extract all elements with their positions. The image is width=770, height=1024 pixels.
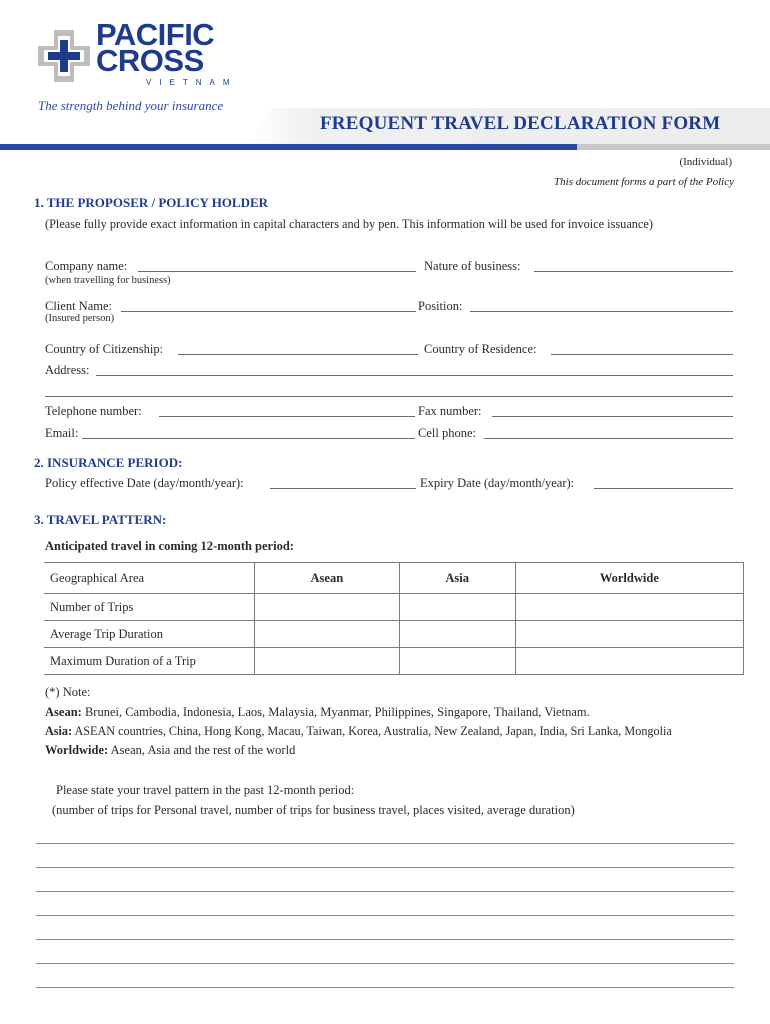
table-input-cell[interactable]: [515, 648, 743, 675]
expiry-date-label: Expiry Date (day/month/year):: [420, 476, 575, 490]
effective-date-label: Policy effective Date (day/month/year):: [45, 476, 244, 490]
table-input-cell[interactable]: [255, 621, 400, 648]
writing-line[interactable]: [36, 963, 734, 964]
country-residence-field[interactable]: [551, 354, 733, 355]
form-subtitle: (Individual): [679, 156, 732, 168]
table-header-cell: Asean: [255, 563, 400, 594]
nature-of-business-field[interactable]: [534, 271, 733, 272]
table-header-cell: Asia: [399, 563, 515, 594]
country-citizenship-label: Country of Citizenship:: [45, 342, 164, 356]
table-header-cell: Worldwide: [515, 563, 743, 594]
header-rule-grey: [577, 144, 770, 150]
fax-field[interactable]: [492, 416, 733, 417]
position-label: Position:: [418, 299, 463, 313]
asean-note-label: Asean:: [45, 705, 82, 719]
writing-line[interactable]: [36, 843, 734, 844]
country-citizenship-field[interactable]: [178, 354, 418, 355]
table-header-row: [44, 563, 744, 594]
note-label: (*) Note:: [45, 685, 91, 699]
header-rule-blue: [0, 144, 577, 150]
brand-name: [96, 17, 215, 78]
table-input-cell[interactable]: [255, 648, 400, 675]
cell-phone-field[interactable]: [484, 438, 733, 439]
client-name-field[interactable]: [121, 311, 416, 312]
asia-note-label: Asia:: [45, 724, 73, 738]
section-3-heading: 3. TRAVEL PATTERN:: [34, 512, 167, 527]
address-field-line-1[interactable]: [96, 375, 733, 376]
table-input-cell[interactable]: [515, 594, 743, 621]
section-2-heading: 2. INSURANCE PERIOD:: [34, 455, 183, 470]
table-header-cell: Geographical Area: [44, 563, 255, 594]
row-label: Average Trip Duration: [44, 621, 255, 648]
writing-line[interactable]: [36, 891, 734, 892]
table-input-cell[interactable]: [399, 648, 515, 675]
writing-line[interactable]: [36, 987, 734, 988]
writing-line[interactable]: [36, 939, 734, 940]
company-name-label: Company name:: [45, 259, 128, 273]
past-pattern-hint: (number of trips for Personal travel, number of trips for business travel, places visited, average duration): [52, 803, 575, 817]
section-1-instruction: (Please fully provide exact information in capital characters and by pen. This information will be used for invoice issuance): [45, 217, 653, 231]
table-row: [44, 594, 744, 621]
travel-pattern-table: [44, 562, 744, 675]
country-residence-label: Country of Residence:: [424, 342, 537, 356]
brand-line-1: PACIFIC: [96, 17, 215, 52]
table-input-cell[interactable]: [515, 621, 743, 648]
brand-line-2: CROSS: [96, 43, 204, 78]
asean-note: [45, 705, 590, 720]
table-row: [44, 648, 744, 675]
email-label: Email:: [45, 426, 79, 440]
worldwide-note-label: Worldwide:: [45, 743, 109, 757]
effective-date-field[interactable]: [270, 488, 416, 489]
tagline: The strength behind your insurance: [38, 98, 224, 113]
anticipated-travel-label: Anticipated travel in coming 12-month period:: [45, 539, 294, 553]
worldwide-note: [45, 743, 295, 758]
cell-phone-label: Cell phone:: [418, 426, 476, 440]
client-name-label: Client Name:: [45, 299, 112, 313]
company-name-hint: (when travelling for business): [45, 275, 171, 286]
company-logo: [34, 17, 238, 92]
asia-note-text: ASEAN countries, China, Hong Kong, Macau, Taiwan, Korea, Australia, New Zealand, Japan, India, Sri Lanka, Mongolia: [74, 724, 672, 738]
fax-label: Fax number:: [418, 404, 482, 418]
client-name-hint: (Insured person): [45, 313, 115, 324]
worldwide-note-text: Asean, Asia and the rest of the world: [110, 743, 296, 757]
form-title: FREQUENT TRAVEL DECLARATION FORM: [320, 113, 721, 134]
company-name-field[interactable]: [138, 271, 416, 272]
brand-sub: VIETNAM: [146, 78, 238, 87]
position-field[interactable]: [470, 311, 733, 312]
row-label: Maximum Duration of a Trip: [44, 648, 255, 675]
asia-note: [45, 724, 672, 739]
address-label: Address:: [45, 363, 90, 377]
table-input-cell[interactable]: [399, 621, 515, 648]
writing-line[interactable]: [36, 867, 734, 868]
cross-logo-icon: [34, 26, 94, 86]
table-input-cell[interactable]: [399, 594, 515, 621]
telephone-label: Telephone number:: [45, 404, 142, 418]
email-field[interactable]: [82, 438, 415, 439]
telephone-field[interactable]: [159, 416, 415, 417]
address-field-line-2[interactable]: [45, 396, 733, 397]
section-1-heading: 1. THE PROPOSER / POLICY HOLDER: [34, 195, 269, 210]
policy-note: This document forms a part of the Policy: [554, 176, 734, 188]
row-label: Number of Trips: [44, 594, 255, 621]
nature-of-business-label: Nature of business:: [424, 259, 521, 273]
table-input-cell[interactable]: [255, 594, 400, 621]
table-row: [44, 621, 744, 648]
writing-line[interactable]: [36, 915, 734, 916]
expiry-date-field[interactable]: [594, 488, 733, 489]
asean-note-text: Brunei, Cambodia, Indonesia, Laos, Malaysia, Myanmar, Philippines, Singapore, Thailand, Vietnam.: [84, 705, 590, 719]
past-pattern-prompt: Please state your travel pattern in the past 12-month period:: [56, 783, 355, 797]
